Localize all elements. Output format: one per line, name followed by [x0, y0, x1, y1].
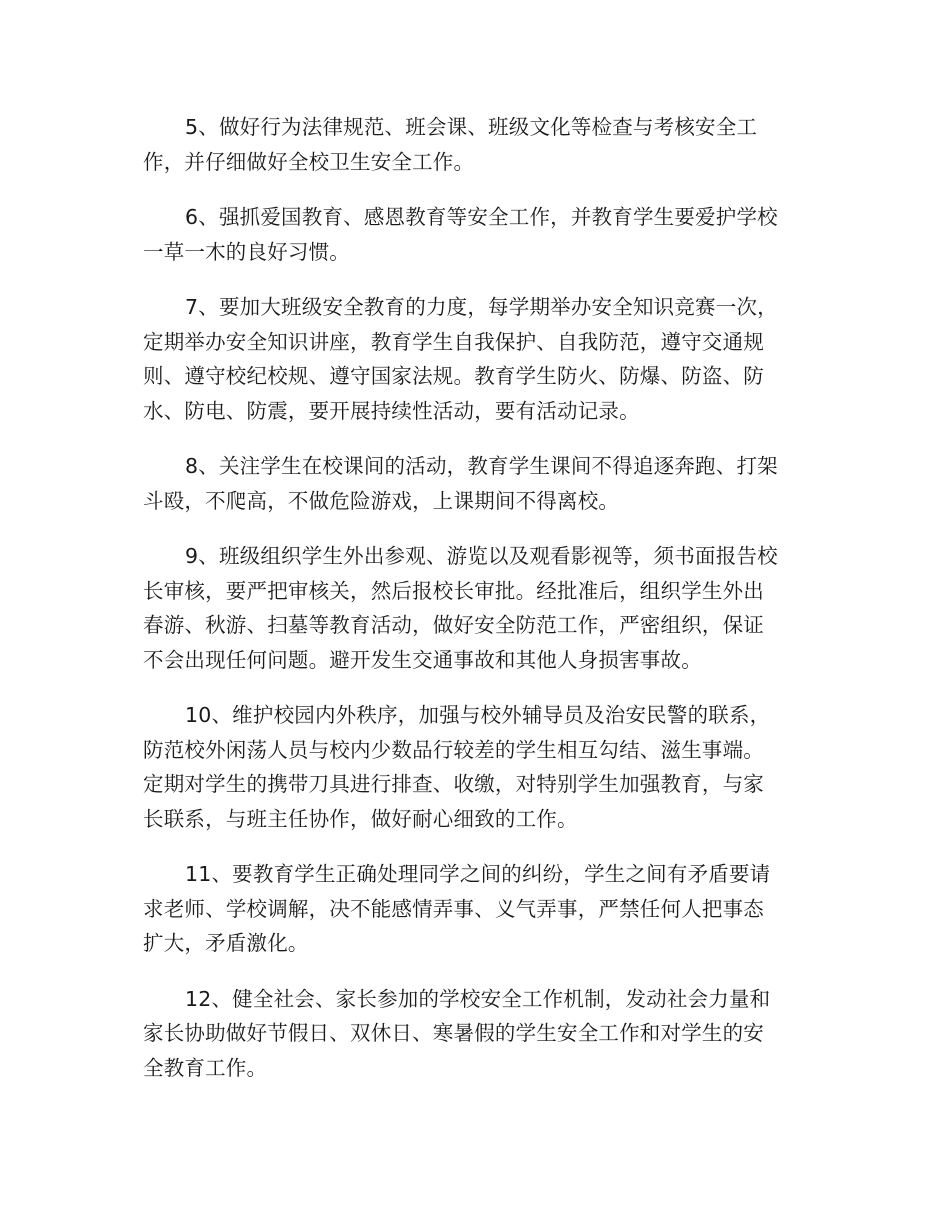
paragraph-line: 不会出现任何问题。避开发生交通事故和其他人身损害事故。 [143, 647, 702, 672]
paragraph-line: 11、要教育学生正确处理同学之间的纠纷，学生之间有矛盾要请 [185, 862, 771, 886]
paragraph-line: 9、班级组织学生外出参观、游览以及观看影视等，须书面报告校 [185, 544, 778, 568]
paragraph-line: 定期举办安全知识讲座，教育学生自我保护、自我防范，遵守交通规 [143, 329, 764, 354]
paragraph-line: 5、做好行为法律规范、班会课、班级文化等检查与考核安全工 [185, 115, 758, 139]
paragraph-item-11 [143, 857, 809, 961]
paragraph-item-12 [143, 982, 809, 1086]
paragraph-line: 一草一木的良好习惯。 [143, 239, 350, 264]
paragraph-line: 家长协助做好节假日、双休日、寒暑假的学生安全工作和对学生的安 [143, 1021, 764, 1045]
paragraph-line: 防范校外闲荡人员与校内少数品行较差的学生相互勾结、滋生事端。 [143, 737, 764, 762]
paragraph-line: 春游、秋游、扫墓等教育活动，做好安全防范工作，严密组织，保证 [143, 613, 764, 637]
paragraph-item-7 [143, 290, 809, 428]
paragraph-line: 长联系，与班主任协作，做好耐心细致的工作。 [143, 806, 578, 831]
paragraph-line: 定期对学生的携带刀具进行排查、收缴，对特别学生加强教育，与家 [143, 772, 764, 796]
document-body [143, 110, 809, 1106]
paragraph-line: 10、维护校园内外秩序，加强与校外辅导员及治安民警的联系， [185, 703, 771, 727]
paragraph-item-10 [143, 698, 809, 836]
paragraph-line: 7、要加大班级安全教育的力度，每学期举办安全知识竞赛一次， [185, 295, 778, 319]
paragraph-line: 长审核，要严把审核关，然后报校长审批。经批准后，组织学生外出 [143, 578, 764, 603]
paragraph-item-6 [143, 200, 809, 269]
paragraph-line: 作，并仔细做好全校卫生安全工作。 [143, 149, 475, 174]
paragraph-line: 8、关注学生在校课间的活动，教育学生课间不得追逐奔跑、打架 [185, 454, 778, 478]
paragraph-line: 扩大，矛盾激化。 [143, 931, 309, 955]
paragraph-line: 12、健全社会、家长参加的学校安全工作机制，发动社会力量和 [185, 986, 771, 1011]
paragraph-item-5 [143, 110, 809, 179]
paragraph-line: 求老师、学校调解，决不能感情弄事、义气弄事，严禁任何人把事态 [143, 896, 764, 921]
paragraph-line: 6、强抓爱国教育、感恩教育等安全工作，并教育学生要爱护学校 [185, 205, 778, 229]
paragraph-line: 全教育工作。 [143, 1055, 268, 1080]
paragraph-item-9 [143, 539, 809, 677]
paragraph-line: 水、防电、防震，要开展持续性活动，要有活动记录。 [143, 398, 640, 423]
paragraph-line: 斗殴，不爬高，不做危险游戏，上课期间不得离校。 [143, 488, 620, 513]
paragraph-item-8 [143, 449, 809, 518]
paragraph-line: 则、遵守校纪校规、遵守国家法规。教育学生防火、防爆、防盗、防 [143, 364, 764, 388]
